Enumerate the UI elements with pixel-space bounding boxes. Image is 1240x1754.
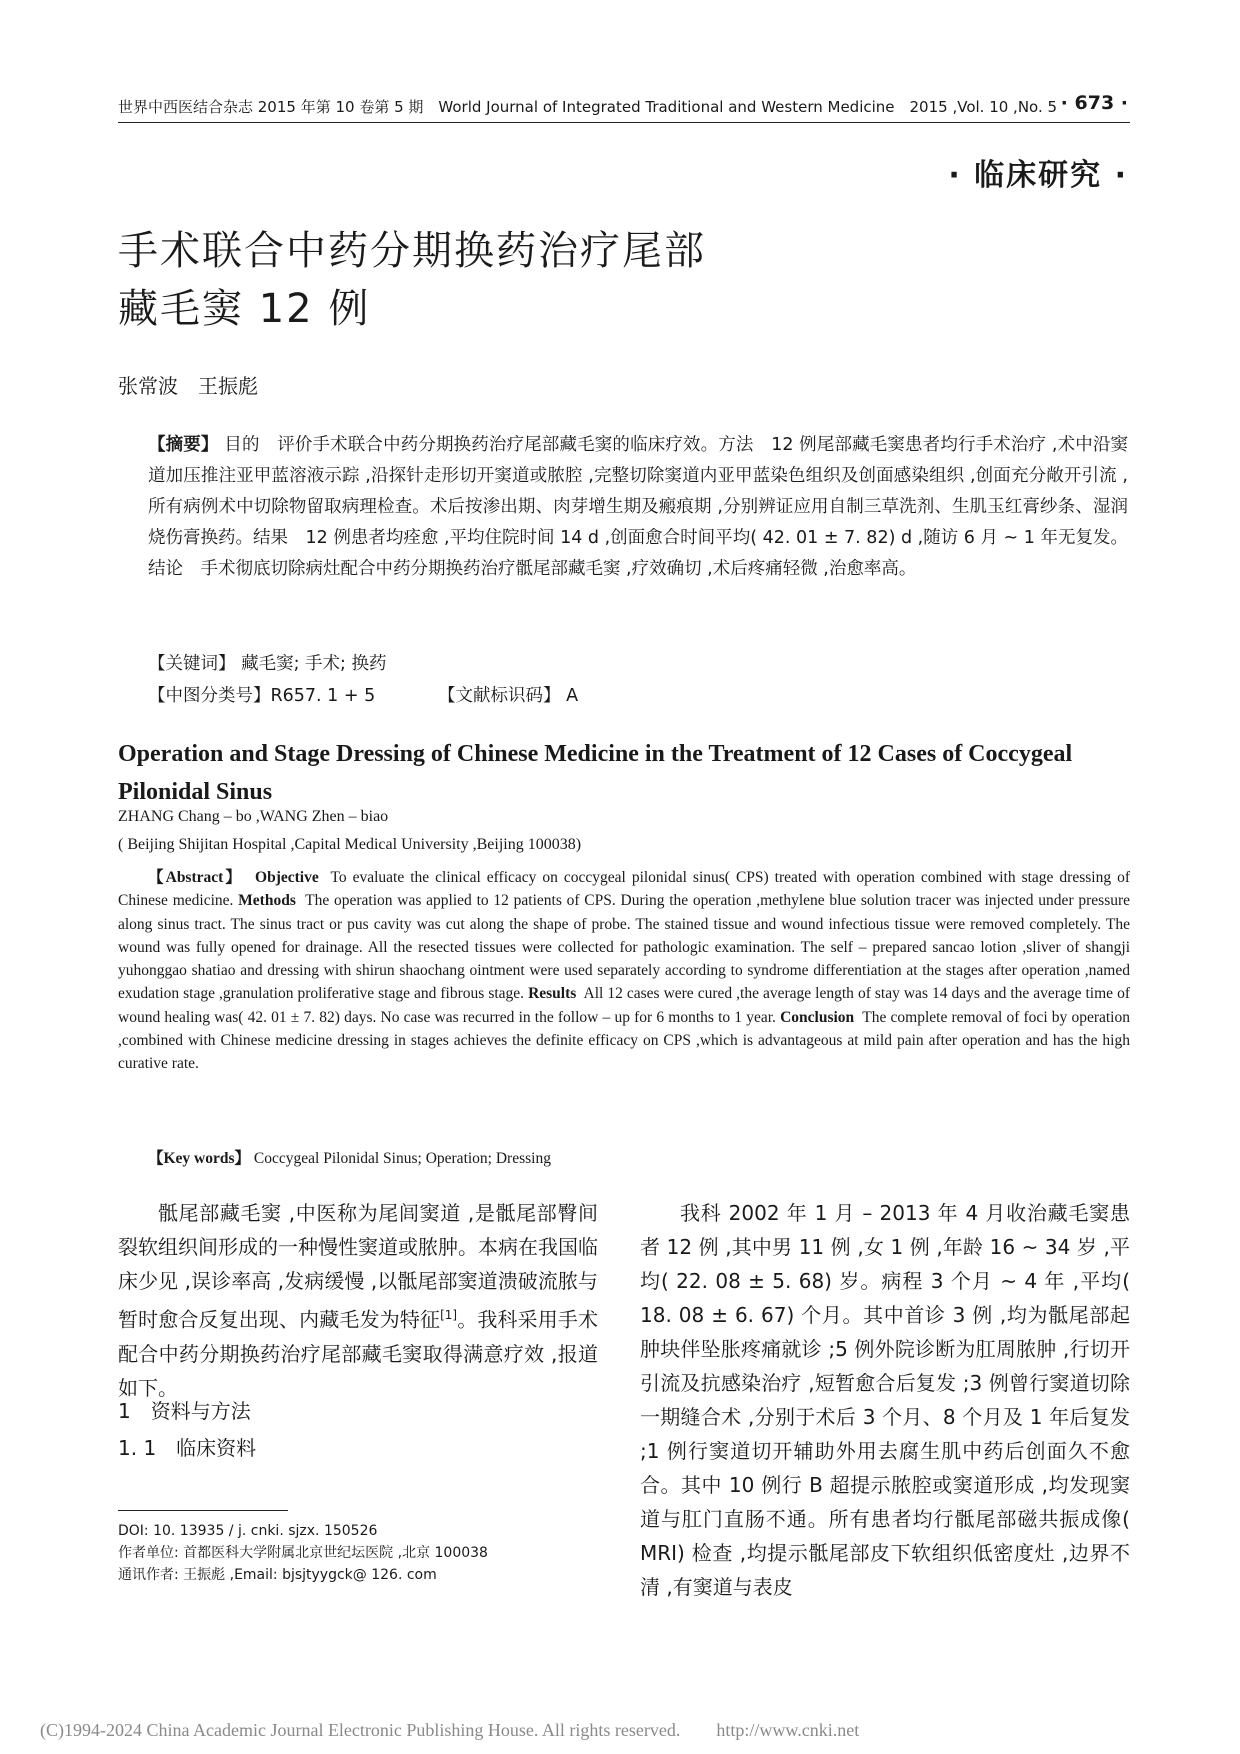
body-right-column: [640, 1196, 1130, 1604]
methods-text: The operation was applied to 12 patients of CPS. During the operation ,methylene blue solution tracer was injected under pressure along sinus tract. The sinus tract or pus cavity was cut along the shape of probe. The stained tissue and wound infectious tissue were removed completely. The wound was fully opened for drainage. All the resected tissues were collected for pathologic examination. The self – prepared sancao lotion ,sliver of shangji yuhonggao shatiao and dressing with shirun shaochang ointment were used separately according to syndrome differentiation at the stages after operation ,named exudation stage ,granulation proliferative stage and fibrous stage.: [118, 892, 1131, 1003]
abstract-cn-text: 目的 评价手术联合中药分期换药治疗尾部藏毛窦的临床疗效。方法 12 例尾部藏毛窦患者均行手术治疗 ,术中沿窦道加压推注亚甲蓝溶液示踪 ,沿探针走形切开窦道或脓腔 ,完整切除窦道内亚甲蓝染色组织及创面感染组织 ,创面充分敞开引流 ,所有病例术中切除物留取病理检查。术后按渗出期、肉芽增生期及瘢痕期 ,分别辨证应用自制三草洗剂、生肌玉红膏纱条、湿润烧伤膏换药。结果 12 例患者均痊愈 ,平均住院时间 14 d ,创面愈合时间平均( 42. 01 ± 7. 82) d ,随访 6 月 ~ 1 年无复发。结论 手术彻底切除病灶配合中药分期换药治疗骶尾部藏毛窦 ,疗效确切 ,术后疼痛轻微 ,治愈率高。: [148, 435, 1129, 579]
classification-line: [148, 682, 948, 707]
abstract-cn-label: 【摘要】: [148, 435, 219, 455]
intro-paragraph: 骶尾部藏毛窦 ,中医称为尾闾窦道 ,是骶尾部臀间裂软组织间形成的一种慢性窦道或脓肿。本病在我国临床少见 ,误诊率高 ,发病缓慢 ,以骶尾部窦道溃破流脓与暂时愈合反复出现、内藏毛发为特征: [118, 1201, 598, 1332]
citation-ref: [1]: [440, 1308, 458, 1322]
title-cn: [118, 222, 818, 338]
section-heading-1-1: 1. 1 临床资料: [118, 1436, 257, 1460]
doc-code-value: A: [566, 686, 579, 706]
copyright-notice: (C)1994-2024 China Academic Journal Electronic Publishing House. All rights reserved. http://www.cnki.net: [40, 1720, 860, 1740]
keywords-en: [148, 1146, 551, 1168]
author-unit-footnote: 作者单位: 首都医科大学附属北京世纪坛医院 ,北京 100038: [118, 1545, 488, 1561]
doc-code-label: 【文献标识码】: [438, 686, 561, 706]
classification-label: 【中图分类号】: [148, 686, 271, 706]
section-heading-1: 1 资料与方法: [118, 1399, 251, 1423]
authors-en: ZHANG Chang – bo ,WANG Zhen – biao: [118, 808, 389, 825]
footnote-rule: [118, 1510, 288, 1511]
keywords-cn: [148, 650, 387, 675]
conclusion-label: Conclusion: [780, 1008, 855, 1026]
keywords-cn-label: 【关键词】: [148, 654, 236, 674]
objective-label: Objective: [255, 869, 319, 886]
journal-citation: 世界中西医结合杂志 2015 年第 10 卷第 5 期 World Journal of Integrated Traditional and Western Medicine 2015 ,Vol. 10 ,No. 5: [118, 98, 1058, 116]
section-tag: · 临床研究 ·: [948, 158, 1128, 193]
keywords-cn-text: 藏毛窦; 手术; 换药: [241, 654, 387, 674]
conclusion-text: The complete removal of foci by operation ,combined with Chinese medicine dressing in stages achieves the definite efficacy on CPS ,which is advantageous at mild pain after operation and has the high curative rate.: [118, 1008, 1130, 1073]
clinical-data-paragraph: 我科 2002 年 1 月 – 2013 年 4 月收治藏毛窦患者 12 例 ,其中男 11 例 ,女 1 例 ,年龄 16 ~ 34 岁 ,平均( 22. 08 ± 5. 68) 岁。病程 3 个月 ~ 4 年 ,平均( 18. 08 ± 6. 67) 个月。其中首诊 3 例 ,均为骶尾部起肿块伴坠胀疼痛就诊 ;5 例外院诊断为肛周脓肿 ,行切开引流及抗感染治疗 ,短暂愈合后复发 ;3 例曾行窦道切除一期缝合术 ,分别于术后 3 个月、8 个月及 1 年后复发 ;1 例行窦道切开辅助外用去腐生肌中药后创面久不愈合。其中 10 例行 B 超提示脓腔或窦道形成 ,均发现窦道与肛门直肠不通。所有患者均行骶尾部磁共振成像( MRI) 检查 ,均提示骶尾部皮下软组织低密度灶 ,边界不清 ,有窦道与表皮: [640, 1201, 1130, 1599]
corresponding-author-footnote: 通讯作者: 王振彪 ,Email: bjsjtyygck@ 126. com: [118, 1567, 437, 1583]
abstract-en-label: 【Abstract】: [148, 869, 244, 886]
affiliation-en: ( Beijing Shijitan Hospital ,Capital Medical University ,Beijing 100038): [118, 836, 582, 853]
doi-footnote: DOI: 10. 13935 / j. cnki. sjzx. 150526: [118, 1523, 378, 1539]
intro-paragraph-tail: 。我科采用手术配合中药分期换药治疗尾部藏毛窦取得满意疗效 ,报道如下。: [118, 1307, 599, 1400]
page-number: · 673 ·: [1060, 92, 1128, 114]
body-left-column: [118, 1196, 598, 1405]
title-cn-line1: 手术联合中药分期换药治疗尾部: [118, 228, 706, 274]
authors-cn: 张常波 王振彪: [118, 374, 258, 398]
title-en: Operation and Stage Dressing of Chinese Medicine in the Treatment of 12 Cases of Coccygeal Pilonidal Sinus: [118, 741, 1073, 805]
keywords-en-label: 【Key words】: [148, 1150, 251, 1167]
classification-value: R657. 1 + 5: [270, 686, 376, 706]
objective-text: To evaluate the clinical efficacy on coccygeal pilonidal sinus( CPS) treated with operation combined with stage dressing of Chinese medicine.: [118, 869, 1131, 910]
running-header: [118, 92, 1128, 117]
footnotes: [118, 1520, 488, 1586]
results-label: Results: [528, 985, 577, 1003]
abstract-cn: [148, 430, 1128, 585]
results-text: All 12 cases were cured ,the average length of stay was 14 days and the average time of wound healing was( 42. 01 ± 7. 82) days. No case was recurred in the follow – up for 6 months to 1 year.: [118, 985, 1130, 1026]
methods-label: Methods: [238, 892, 296, 910]
header-rule: [118, 122, 1130, 123]
keywords-en-text: Coccygeal Pilonidal Sinus; Operation; Dressing: [253, 1150, 551, 1167]
title-cn-line2: 藏毛窦 12 例: [118, 286, 371, 332]
abstract-en: [118, 866, 1130, 1076]
